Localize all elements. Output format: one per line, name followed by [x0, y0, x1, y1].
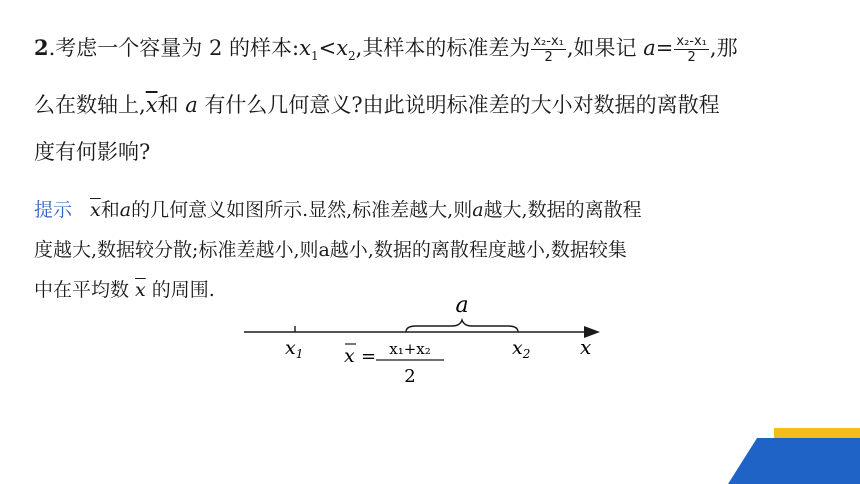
hint-text: 的几何意义如图所示.显然,标准差越大,则: [131, 199, 473, 221]
hint-label: 提示: [34, 199, 73, 221]
hint-text: 和: [100, 199, 120, 221]
mean-denominator: 2: [404, 366, 416, 387]
question-line-1: [34, 34, 738, 70]
x1-label: $x_1$: [285, 337, 304, 361]
number-line-diagram: [240, 290, 610, 390]
x2-label: $x_2$: [512, 337, 531, 361]
question-line-2: [34, 91, 720, 119]
xbar-var: $\overline{x}$: [145, 93, 158, 117]
fraction-denominator: 2: [544, 50, 553, 65]
x2-sub: 2: [348, 49, 356, 64]
fraction-denominator: 2: [687, 50, 696, 65]
hint-line-3: [34, 275, 215, 305]
question-text: 和: [157, 93, 186, 117]
hint-text: 越大,数据的离散程: [483, 199, 642, 221]
fraction-numerator: x₂-x₁: [676, 34, 707, 49]
question-text: .考虑一个容量为 2 的样本:: [48, 36, 300, 60]
brace-label: a: [455, 293, 469, 318]
question-text: 有什么几何意义?由此说明标准差的大小对数据的离散程: [197, 93, 720, 117]
hint-text: 的周围.: [145, 279, 215, 301]
hint-line-2: 度越大,数据较分散;标准差越小,则a越小,数据的离散程度越小,数据较集: [34, 239, 627, 261]
brace-shape: [406, 320, 518, 332]
x2-var: x: [336, 36, 349, 60]
hint-line-1: [34, 195, 642, 225]
a-var: a: [472, 199, 484, 221]
question-number: 2: [34, 35, 49, 60]
fraction-std: [531, 34, 566, 65]
decorative-blue-bar: [728, 438, 860, 484]
question-line-3: 度有何影响?: [34, 140, 151, 164]
question-text: ,那: [709, 36, 738, 60]
x1-sub: 1: [310, 49, 319, 64]
equals: =: [655, 36, 674, 60]
a-var: a: [185, 93, 198, 117]
x1-var: x: [299, 36, 311, 60]
mean-numerator: x₁+x₂: [389, 340, 431, 358]
xbar-var: $\overline{x}$: [135, 279, 146, 301]
a-var: a: [643, 36, 656, 60]
hint-text: 中在平均数: [34, 279, 136, 301]
axis-label: x: [580, 335, 592, 359]
less-than: <: [318, 36, 337, 60]
fraction-a: [674, 34, 709, 65]
question-text: 么在数轴上,: [34, 93, 146, 117]
xbar-var: $\overline{x}$: [90, 199, 101, 221]
question-text: ,其样本的标准差为: [355, 36, 531, 60]
fraction-numerator: x₂-x₁: [533, 34, 564, 49]
mean-label: x: [344, 345, 355, 367]
mean-equals: =: [361, 346, 377, 367]
question-text: ,如果记: [566, 36, 644, 60]
a-var: a: [119, 199, 132, 221]
